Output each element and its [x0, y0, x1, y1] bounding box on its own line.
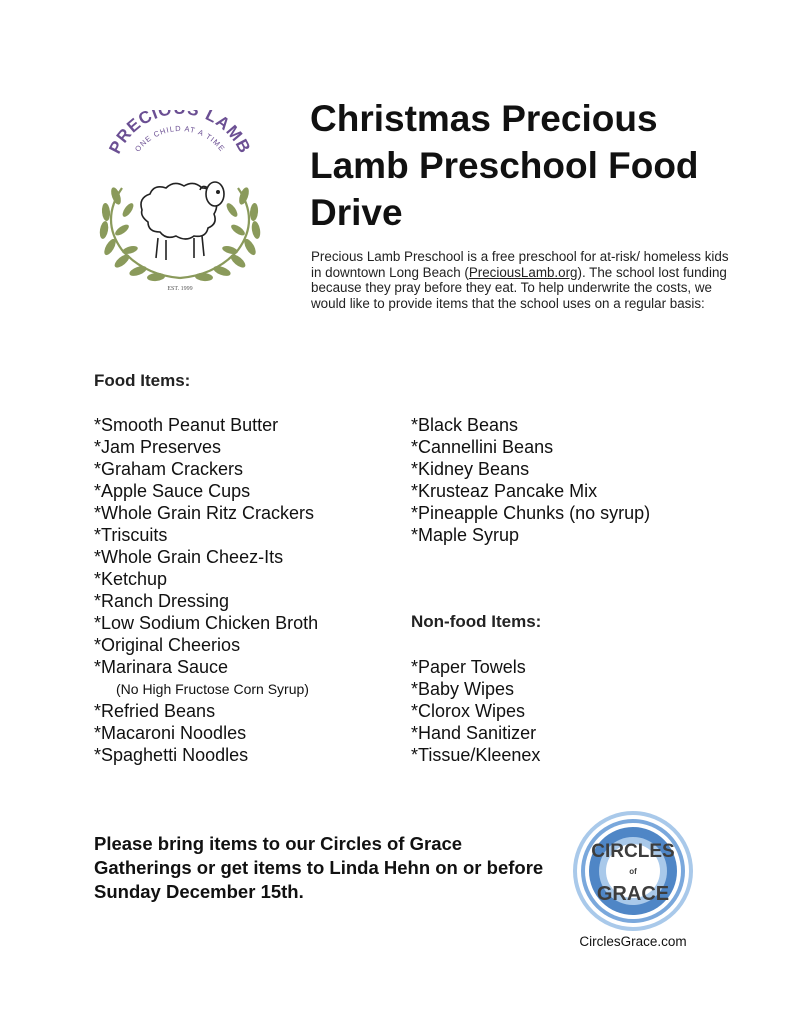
list-item: *Graham Crackers [94, 459, 244, 479]
list-item: *Ranch Dressing [94, 591, 230, 611]
circles-grace-url[interactable]: CirclesGrace.com [579, 934, 687, 949]
list-item: *Triscuits [94, 525, 168, 545]
list-item: *Maple Syrup [411, 525, 520, 545]
list-item: *Original Cheerios [94, 635, 241, 655]
list-item: *Low Sodium Chicken Broth [94, 613, 319, 633]
food-list-right [411, 414, 650, 546]
circles-logo-line1: CIRCLES [591, 841, 675, 862]
list-item: *Kidney Beans [411, 459, 530, 479]
list-item: *Hand Sanitizer [411, 723, 537, 743]
list-item: *Spaghetti Noodles [94, 745, 249, 765]
list-item: *Paper Towels [411, 657, 526, 677]
list-item: *Cannellini Beans [411, 437, 554, 457]
precious-lamb-logo [92, 110, 268, 294]
intro-text-before: Precious Lamb Preschool is a free preschool for at-risk/ homeless kids in downtown Long Beach ( [311, 249, 729, 280]
nonfood-items-heading: Non-food Items: [411, 612, 542, 631]
circles-logo-line3: GRACE [596, 883, 670, 905]
list-item: *Whole Grain Ritz Crackers [94, 503, 315, 523]
list-item: *Whole Grain Cheez-Its [94, 547, 284, 567]
precious-lamb-link[interactable]: PreciousLamb.org [468, 264, 578, 280]
logo-est: EST. 1999 [167, 286, 193, 292]
page-title: Christmas Precious Lamb Preschool Food Drive [310, 98, 699, 233]
food-list-left [94, 414, 318, 766]
list-item: *Tissue/Kleenex [411, 745, 541, 765]
list-item: *Apple Sauce Cups [94, 481, 251, 501]
intro-text-after: ). The school lost funding because they pray before they eat. To help underwrite the costs, we would like to provide items that the school uses on a regular basis: [311, 264, 727, 311]
dropoff-message: Please bring items to our Circles of Grace Gatherings or get items to Linda Hehn on or before Sunday December 15th. [94, 833, 544, 902]
list-item: *Refried Beans [94, 701, 216, 721]
logo-tagline: ONE CHILD AT A TIME [133, 123, 227, 154]
list-item: *Marinara Sauce [94, 657, 229, 677]
food-items-heading: Food Items: [94, 371, 191, 390]
intro-paragraph [311, 249, 731, 311]
list-item: *Clorox Wipes [411, 701, 526, 721]
list-item: *Jam Preserves [94, 437, 222, 457]
list-item: *Black Beans [411, 415, 519, 435]
nonfood-list [411, 656, 540, 766]
list-item: *Ketchup [94, 569, 168, 589]
list-item: *Baby Wipes [411, 679, 515, 699]
circles-of-grace-logo [572, 810, 694, 932]
circles-logo-line2: of [629, 867, 637, 876]
logo-name-text: PRECIO LAMB [105, 110, 255, 157]
list-item: *Macaroni Noodles [94, 723, 247, 743]
sheep-icon [141, 182, 224, 260]
list-item: *Pineapple Chunks (no syrup) [411, 503, 651, 523]
list-item: *Krusteaz Pancake Mix [411, 481, 598, 501]
list-item: *Smooth Peanut Butter [94, 415, 279, 435]
list-item-note: (No High Fructose Corn Syrup) [116, 681, 309, 697]
